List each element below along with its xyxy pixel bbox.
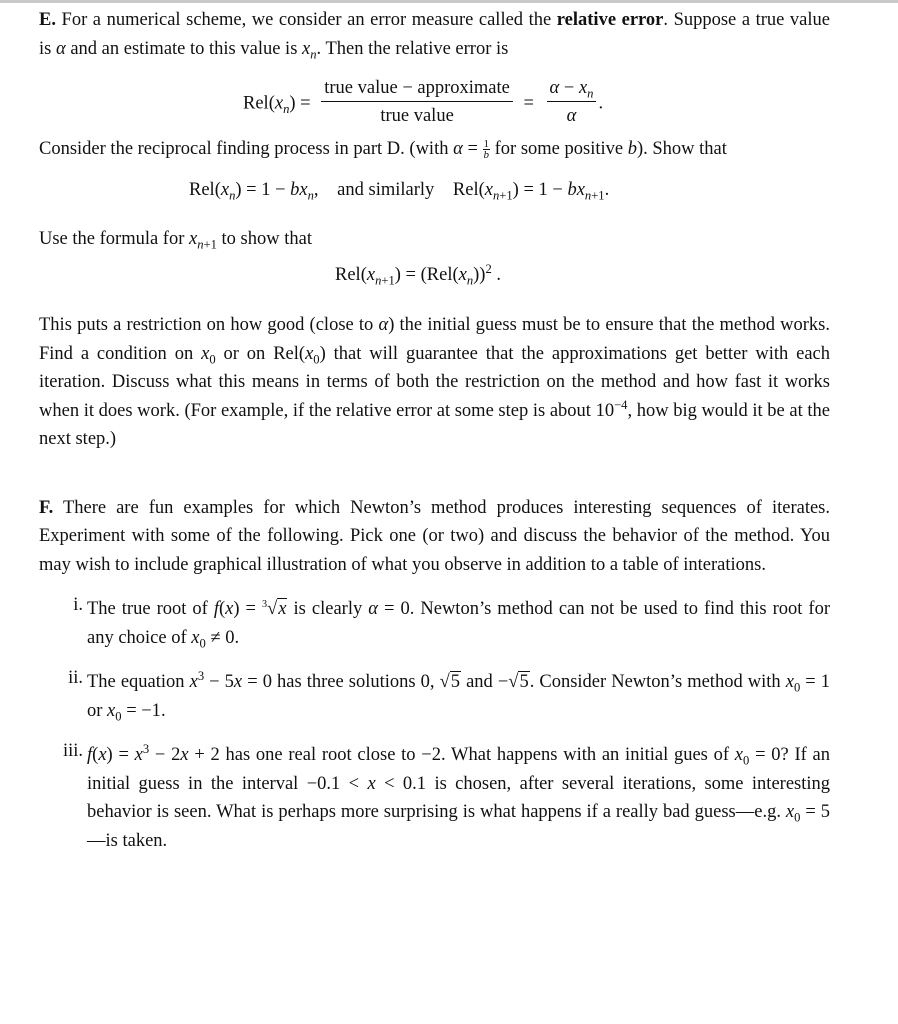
list-item-iii: iii. $f(x) = x^3 - 2x + 2$ has one real root close to −2. What happens with an initial gues of $x_0 = 0$? If an initial guess in the interval −0.1 < x < 0.1 is chosen, after several iterations, some interesting behavior is seen. What is perhaps more surprising is what happens if a really bad guess—e.g. $x_0$ = 5—is taken.	[62, 741, 831, 851]
rel-error-identity: $Rel(x_n) = 1 - bx_n$, and similarly $Rel(x_{n+1}) = 1 - bx_{n+1}$.	[189, 179, 610, 203]
part-e-label: E.	[39, 10, 56, 30]
part-e-use-formula: Use the formula for $x_{n+1}$ to show that	[39, 228, 312, 252]
part-e-reciprocal: Consider the reciprocal finding process in part D. (with α = $\frac{1}{b}$ for some positive b). Show that	[39, 138, 727, 162]
word-fraction: $\frac{\text{true value − approximate}}{\text{true value}}$	[321, 77, 513, 127]
part-f-label: F.	[39, 497, 54, 518]
part-e-intro: E. For a numerical scheme, we consider an error measure called the relative error. Suppose a true value is α and an estimate to this value is $x_n$. Then the relative error is	[39, 10, 830, 62]
sqrt-symbol: √5	[508, 672, 529, 692]
document-page	[39, 6, 830, 855]
part-e-restriction: This puts a restriction on how good (close to α) the initial guess must be to ensure that the method works. Find a condition on $x_0$ or on $Rel(x_0)$ that will guarantee that the approximations get better with each iteration. Discuss what this means in terms of both the restriction on the method and how fast it works when it does work. (For example, if the relative error at some step is about $10^{-4}$, how big would it be at the next step.)	[39, 315, 830, 449]
list-item-ii: ii. The equation $x^3 - 5x = 0$ has three solutions 0, √5 and −√5. Consider Newton’s method with $x_0 = 1$ or $x_0 = -1$.	[68, 668, 831, 724]
part-f-intro: F. There are fun examples for which Newton’s method produces interesting sequences of iterates. Experiment with some of the following. Pick one (or two) and discuss the behavior of the method. You may wish to include graphical illustration of what you observe in addition to a table of interations.	[39, 497, 830, 575]
top-border	[0, 0, 898, 3]
one-over-b: $\frac{1}{b}$	[483, 138, 489, 162]
list-item-i: i. The true root of f(x) = $^3$√x is clearly α = 0. Newton’s method can not be used to find this root for any choice of $x_0 \ne 0$.	[73, 595, 831, 651]
cube-root-symbol: $^3$√x	[262, 598, 287, 619]
sqrt-symbol: √5	[439, 672, 460, 692]
symbol-fraction: $\frac{\alpha - x_n}{\alpha}$	[547, 77, 597, 127]
relative-error-term: relative error	[556, 10, 664, 30]
relative-error-formula: $Rel(x_n)$ = $\frac{\text{true value − approximate}}{\text{true value}}$ = $\frac{\alpha - x_n}{\alpha}$ .	[243, 78, 604, 126]
rel-error-square: $Rel(x_{n+1}) = (Rel(x_n))^2$ .	[335, 261, 502, 288]
